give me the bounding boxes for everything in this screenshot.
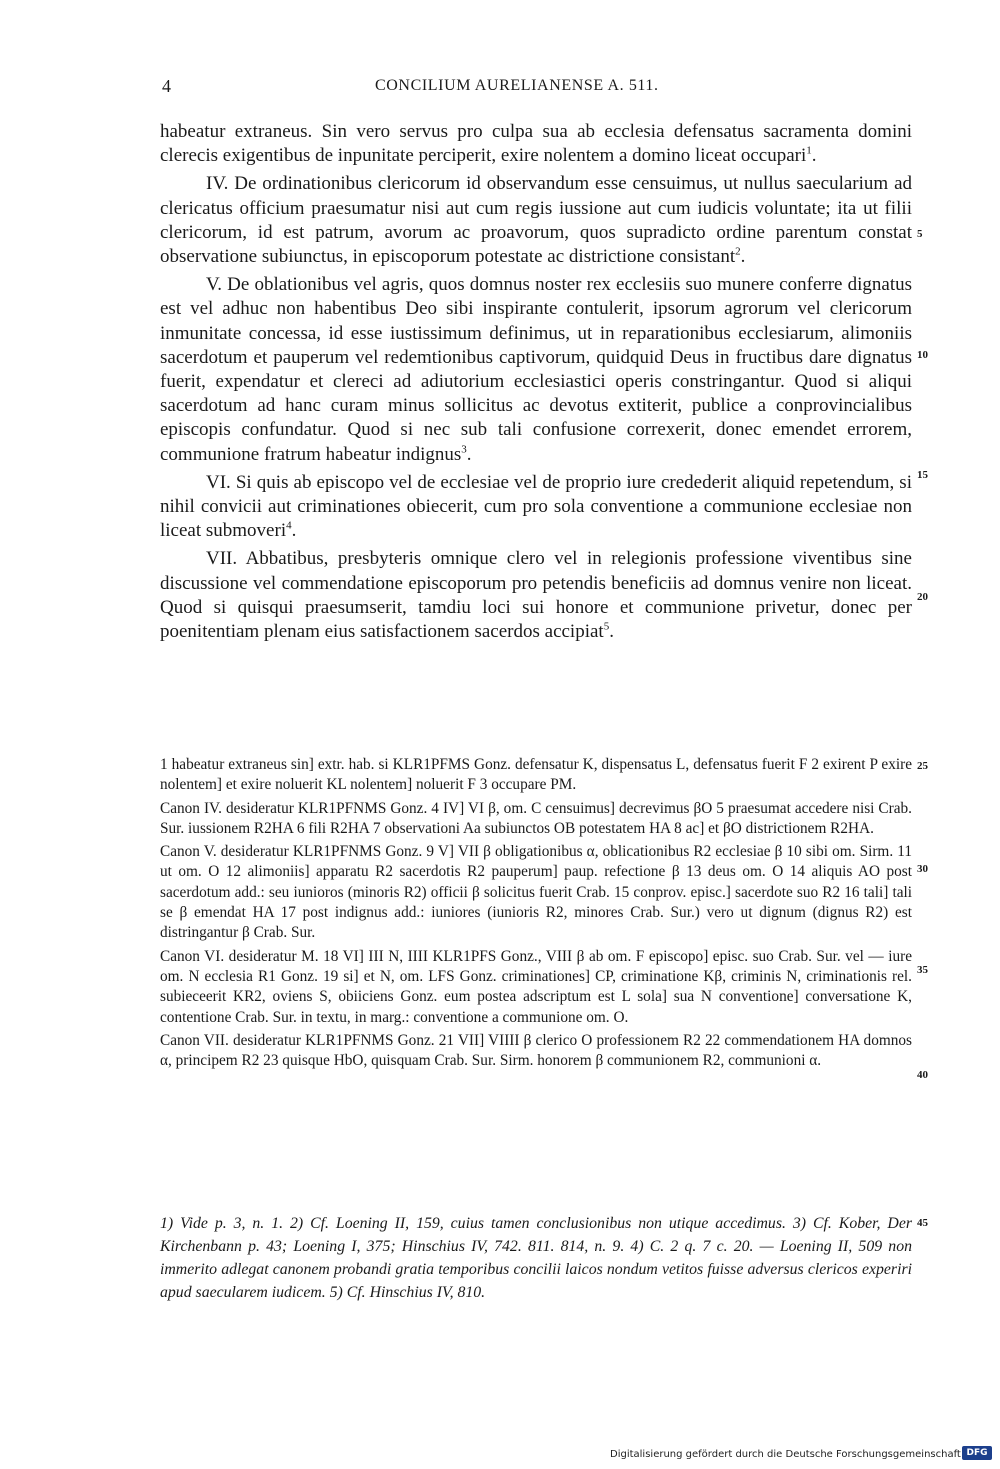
- footnote-ref-5: 5: [603, 620, 610, 633]
- running-title: CONCILIUM AURELIANENSE A. 511.: [375, 77, 659, 94]
- line-number: 45: [917, 1217, 928, 1229]
- line-number: 35: [917, 964, 928, 976]
- paragraph-1: habeatur extraneus. Sin vero servus pro culpa sua ab ecclesia defensatus sacramenta domini clerecis exigentibus de inpunitate perciperit, exire nolentem a domino liceat occupari$^1$.: [160, 121, 912, 167]
- paragraph-canon-7: VII. Abbatibus, presbyteris omnique clero vel in relegionis professione viventibus sine discussione vel commendatione episcoporum pro petendis beneficiis ad domnus venire non liceat. Quod si quisqui praesumserit, tamdiu loci sui honore et communione privetur, donec per poenitentiam plenam eius satisfactionem sacerdos accipiat$^5$.: [160, 548, 912, 643]
- digitization-credit: Digitalisierung gefördert durch die Deutsche Forschungsgemeinschaft: [610, 1449, 961, 1460]
- line-number: 30: [917, 863, 928, 875]
- footnote-ref-1: 1: [806, 144, 812, 157]
- critical-apparatus: [160, 755, 912, 1074]
- footnote-ref-3: 3: [461, 443, 467, 456]
- paragraph-canon-6: VI. Si quis ab episcopo vel de ecclesiae vel de proprio iure credederit aliquid repetendum, si nihil convicii aut criminationes obiecerit, cum pro sola conventione a communione ecclesiae non liceat submoveri$^4$.: [160, 471, 912, 542]
- apparatus-entry: Canon V. desideratur KLR1PFNMS Gonz. 9 V] VII β obligationibus α, oblicationibus R2 ecclesiae β 10 sibi om. Sirm. 11 ut om. O 12 alimoniis] apparatu R2 sacerdotis R2 pauperum] paup. refectione β 13 deus om. O 14 aliquis AO post sacerdotum add.: seu iunioros (minoris R2) officii β solicitus fuerit Crab. 15 conprov. episc.] sacerdote suo R2 16 tali] tali se β emendat HA 17 post indignus add.: iuniores (iunioris R2, minores Crab. Sur.) vero ut dignum (dignus R2) est distringantur β Crab. Sur.: [160, 843, 912, 942]
- footnote-ref-2: 2: [735, 245, 741, 258]
- dfg-logo: DFG: [962, 1446, 992, 1460]
- apparatus-entry: Canon VII. desideratur KLR1PFNMS Gonz. 21 VII] VIIII β clerico O professionem R2 22 commendationem HA domnos α, principem R2 23 quisque HbO, quisquam Crab. Sur. Sirm. honorem β communionem R2, communioni α.: [160, 1031, 912, 1070]
- apparatus-entry: Canon VI. desideratur M. 18 VI] III N, IIII KLR1PFS Gonz., VIII β ab om. F episcopo] episc. suo Crab. Sur. vel — iure om. N ecclesia R1 Gonz. 19 si] et N, om. LFS Gonz. criminationes] CP, criminatione Kβ, criminis N, criminationis rel. subieceerit KR2, oviens S, obiiciens Gonz. eum postea adscriptum est L sola] sua N conventione] conversatione K, contentione Crab. Sur. in textu, in marg.: conventione a communione om. O.: [160, 947, 912, 1026]
- main-text: [160, 120, 912, 648]
- apparatus-entry: 1 habeatur extraneus sin] extr. hab. si KLR1PFMS Gonz. defensatur K, dispensatus L, defensatus fuerit F 2 exirent P exire nolentem] et exire noluerit KL nolentem] noluerit F 3 occupare PM.: [160, 756, 912, 794]
- footnotes: [160, 1212, 912, 1304]
- line-number: 10: [917, 349, 928, 361]
- line-number: 25: [917, 760, 928, 772]
- line-number: 5: [917, 228, 923, 240]
- paragraph-canon-4: IV. De ordinationibus clericorum id observandum esse censuimus, ut nullus saecularium ad clericatus officium praesumatur nisi aut cum regis iussione aut cum iudicis voluntate; ita ut filii clericorum, id est patrum, avorum ac proavorum, quos supradicto ordine parentum constat observatione subiunctus, in episcoporum potestate ac districtione consistant$^2$.: [160, 173, 912, 268]
- paragraph-canon-5: V. De oblationibus vel agris, quos domnus noster rex ecclesiis suo munere conferre dignatus est vel adhuc non habentibus Deo sibi inspirante contulerit, ipsorum agrorum vel clericorum inmunitate concessa, id esse iustissimum definimus, ut in reparationibus ecclesiarum, alimoniis sacerdotum et pauperum vel redemtionibus captivorum, quidquid Deus in fructibus dare dignatus fuerit, expendatur et clereci ad adiutorium ecclesiastici operis constringantur. Quod si aliqui sacerdotum ad hanc curam minus sollicitus ac devotus extiterit, publice a conprovincialibus episcopis confundatur. Quod si nec sub tali confusione correxerit, donec emendet errorem, communione fratrum habeatur indignus$^3$.: [160, 274, 912, 465]
- apparatus-entry: Canon IV. desideratur KLR1PFNMS Gonz. 4 IV] VI β, om. C censuimus] decrevimus βO 5 praesumat accedere nisi Crab. Sur. iussionem R2HA 6 fili R2HA 7 observationi Aa subiunctos OB potestatem HA 8 ac] et βO districtionem R2HA.: [160, 799, 912, 837]
- line-number: 40: [917, 1069, 928, 1081]
- line-number: 20: [917, 591, 928, 603]
- line-number: 15: [917, 469, 928, 481]
- footnote-ref-4: 4: [286, 519, 292, 532]
- footnote-block: 1) Vide p. 3, n. 1. 2) Cf. Loening II, 159, cuius tamen conclusionibus non utique accedimus. 3) Cf. Kober, Der Kirchenbann p. 43; Loening I, 375; Hinschius IV, 742. 811. 814, n. 9. 4) C. 2 q. 7 c. 20. — Loening II, 509 non immerito adlegat canonem probandi gratia temporibus concilii laicos nondum vetitos fuisse adversus clericos experiri apud saecularem iudicem. 5) Cf. Hinschius IV, 810.: [160, 1215, 912, 1301]
- page-number: 4: [162, 76, 171, 96]
